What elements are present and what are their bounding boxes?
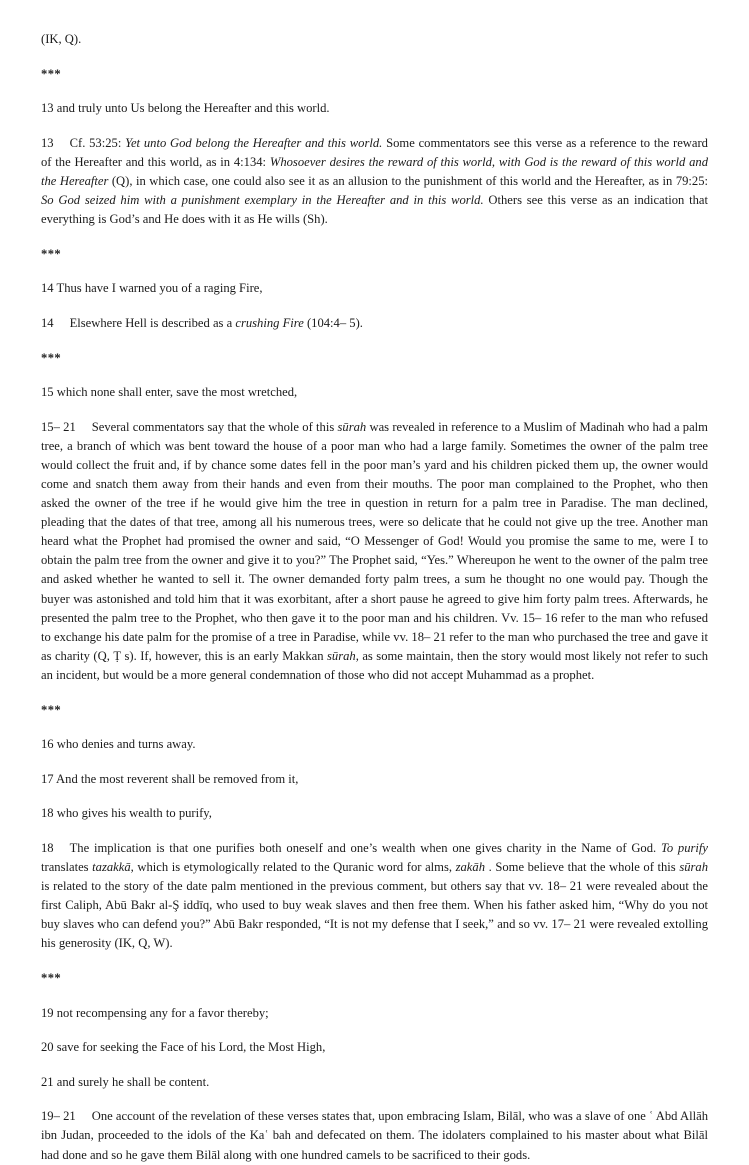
commentary-14 xyxy=(41,314,708,333)
commentary-19-21-number: 19– 21 xyxy=(41,1109,76,1124)
verse-21-text: 21 and surely he shall be content. xyxy=(41,1074,210,1089)
commentary-18-italic-4: sūrah xyxy=(679,860,709,874)
verse-18-text: 18 who gives his wealth to purify, xyxy=(41,806,212,821)
verse-16-text: 16 who denies and turns away. xyxy=(41,737,196,752)
commentary-18 xyxy=(41,839,708,954)
commentary-13-text-1: Cf. 53:25: xyxy=(69,135,126,150)
verse-19-text: 19 not recompensing any for a favor thereby; xyxy=(41,1005,269,1020)
commentary-15-21-text-3: as some maintain, then the story would most likely not refer to such an incident, but would be a more general condemnation of those who did not accept Muhammad as a prophet. xyxy=(41,648,708,682)
verse-13-text: 13 and truly unto Us belong the Hereafter and this world. xyxy=(41,101,330,116)
verse-20-text: 20 save for seeking the Face of his Lord, the Most High, xyxy=(41,1040,326,1055)
commentary-18-italic-1: To purify xyxy=(660,840,708,855)
commentary-13-italic-1: Yet unto God belong the Hereafter and this world. xyxy=(125,135,383,150)
section-separator-2 xyxy=(41,245,708,264)
verse-line-17 xyxy=(41,770,708,789)
commentary-19-21-text-1: One account of the revelation of these verses states that, upon embracing Islam, Bilāl, who was a slave of one ʿ Abd Allāh ibn Judan, proceeded to the idols of the Kaʿ bah and defecated on them. The idolaters complained to his master about what Bilāl had done and so he gave them Bilāl along with one hundred camels to be sacrificed to their gods. xyxy=(41,1109,708,1162)
commentary-13-italic-2: Whosoever desires the reward of this world, with God is the reward of this world and the Hereafter xyxy=(41,154,708,188)
verse-line-15 xyxy=(41,383,708,402)
commentary-18-text-3: which is etymologically related to the Quranic word for alms, xyxy=(133,860,456,874)
commentary-15-21-number: 15– 21 xyxy=(41,419,76,434)
commentary-19-21 xyxy=(41,1107,708,1164)
section-separator-3 xyxy=(41,349,708,368)
commentary-18-text-4: . Some believe that the whole of this xyxy=(485,860,680,874)
commentary-15-21-italic-2: sūrah, xyxy=(327,648,359,663)
verse-14-text: 14 Thus have I warned you of a raging Fire, xyxy=(41,281,263,296)
separator-glyph: *** xyxy=(41,246,62,261)
commentary-14-number: 14 xyxy=(41,315,54,330)
commentary-15-21-text-1: Several commentators say that the whole of this xyxy=(91,419,338,434)
commentary-14-text-1: Elsewhere Hell is described as a xyxy=(69,315,236,330)
commentary-18-number: 18 xyxy=(41,840,54,855)
verse-line-14 xyxy=(41,279,708,298)
commentary-13-italic-3: So God seized him with a punishment exemplary in the Hereafter and in this world. xyxy=(41,193,484,208)
verse-line-13 xyxy=(41,99,708,118)
commentary-13 xyxy=(41,134,708,229)
verse-line-21 xyxy=(41,1073,708,1092)
commentary-18-text-1: The implication is that one purifies both oneself and one’s wealth when one gives charity in the Name of God. xyxy=(69,840,661,855)
tail-citation-text: (IK, Q). xyxy=(41,32,82,46)
commentary-14-text-2: (104:4– 5). xyxy=(303,315,363,330)
section-separator-4 xyxy=(41,701,708,720)
verse-15-text: 15 which none shall enter, save the most wretched, xyxy=(41,385,298,400)
commentary-15-21-text-2: was revealed in reference to a Muslim of Madinah who had a palm tree, a branch of which was bent toward the house of a poor man who had a large family. Sometimes the owner of the palm tree would collect the fruit and, if by chance some dates fell in the poor man’s yard and his children picked them up, the owner would come and snatch them away from their hands and even from their mouths. The poor man complained to the Prophet, who then asked the owner of the tree if he would give him the tree in question in return for a palm tree in Paradise. The man declined, pleading that the dates of that tree, among all his numerous trees, were so delicate that he could not give up the tree. Another man heard what the Prophet had promised the owner and said, “O Messenger of God! Would you promise the same to me, were I to obtain the palm tree from the owner and give it to you?” The Prophet said, “Yes.” Whereupon he went to the owner of the palm tree and asked whether he wanted to sell it. The owner demanded forty palm trees, a sum he thought no one would pay. Though the buyer was astonished and told him that it was exorbitant, after a short pause he agreed to give him forty palm trees. Afterwards, he presented the palm tree to the Prophet, who then gave it to the poor man and his children. Vv. 15– 16 refer to the man who refused to exchange his date palm for the promise of a tree in Paradise, while vv. 18– 21 refer to the man who purchased the tree and gave it as charity (Q, Ṭ s). If, however, this is an early Makkan xyxy=(41,419,708,663)
section-separator-1 xyxy=(41,65,708,84)
verse-line-16 xyxy=(41,735,708,754)
section-separator-5 xyxy=(41,969,708,988)
verse-line-19 xyxy=(41,1004,708,1023)
verse-line-18 xyxy=(41,804,708,823)
verse-line-20 xyxy=(41,1038,708,1057)
separator-glyph: *** xyxy=(41,702,62,717)
commentary-15-21-italic-1: sūrah xyxy=(337,419,367,434)
verse-17-text: 17 And the most reverent shall be removed from it, xyxy=(41,771,299,786)
commentary-18-text-5: is related to the story of the date palm mentioned in the previous comment, but others say that vv. 18– 21 were revealed about the first Caliph, Abū Bakr al-Ş iddīq, who used to buy weak slaves and then free them. When his father asked him, “Why do you not buy slaves who can defend you?” Abū Bakr responded, “It is not my defense that I seek,” and so vv. 17– 21 were revealed extolling his generosity (IK, Q, W). xyxy=(41,879,708,951)
commentary-14-italic-1: crushing Fire xyxy=(235,315,304,330)
commentary-18-text-2: translates xyxy=(41,860,93,874)
commentary-18-italic-2: tazakkā, xyxy=(92,860,134,874)
commentary-13-text-2: Some commentators see this verse as a reference to the reward of the Hereafter and this world, as in 4:134: xyxy=(41,135,708,169)
separator-glyph: *** xyxy=(41,970,62,985)
commentary-18-italic-3: zakāh xyxy=(455,860,485,874)
separator-glyph: *** xyxy=(41,350,62,365)
commentary-13-text-4: Others see this verse as an indication that everything is God’s and He does with it as He wills (Sh). xyxy=(41,193,708,227)
commentary-13-text-3: (Q), in which case, one could also see it as an allusion to the punishment of this world and the Hereafter, as in 79:25: xyxy=(108,173,709,188)
paragraph-tail-citation xyxy=(41,30,708,49)
separator-glyph: *** xyxy=(41,66,62,81)
commentary-13-number: 13 xyxy=(41,135,54,150)
commentary-15-21 xyxy=(41,418,708,685)
